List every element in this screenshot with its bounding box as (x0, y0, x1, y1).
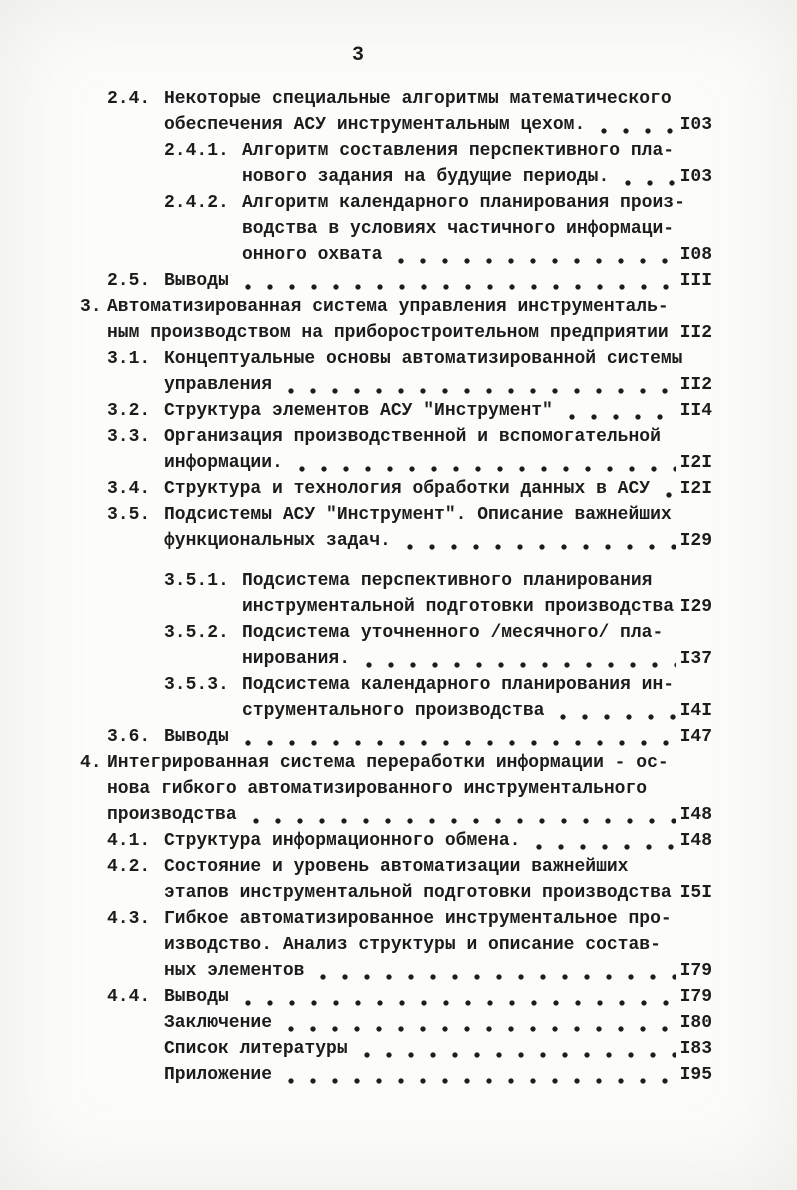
dot-leader (652, 476, 676, 502)
toc-entry-text: Автоматизированная система управления инструменталь- (107, 297, 669, 317)
toc-entry-text: производства (107, 805, 237, 825)
toc-line (0, 958, 712, 984)
toc-page-number: I2I (679, 479, 712, 499)
toc-line (0, 1010, 712, 1036)
toc-entry-text: Гибкое автоматизированное инструментальное про- (164, 909, 672, 929)
toc-page-number: I83 (679, 1039, 712, 1059)
toc-entry-text: Подсистема уточненного /месячного/ пла- (242, 623, 664, 643)
toc-entry-text: Подсистемы АСУ "Инструмент". Описание важнейших (164, 505, 672, 525)
toc-page-number: I79 (679, 961, 712, 981)
toc-line (0, 190, 712, 216)
dot-leader (671, 320, 676, 346)
toc-entry-text: Структура информационного обмена. (164, 831, 521, 851)
toc-section-number: 3.5.3. (164, 675, 229, 695)
toc-section-number: 2.4.2. (164, 193, 229, 213)
toc-line (0, 1062, 712, 1088)
dot-leader (546, 698, 676, 724)
toc-line (0, 502, 712, 528)
toc-line (0, 528, 712, 554)
toc-page-number: I79 (679, 987, 712, 1007)
dot-leader (393, 528, 676, 554)
toc-entry-text: Подсистема календарного планирования ин- (242, 675, 675, 695)
toc-page-number: I47 (679, 727, 712, 747)
toc-entry-text: струментального производства (242, 701, 545, 721)
toc-page-number: I03 (679, 167, 712, 187)
dot-leader (231, 984, 676, 1010)
toc-section-number: 2.4. (107, 89, 151, 109)
dot-leader (274, 1062, 676, 1088)
dot-leader (239, 802, 676, 828)
toc-page-number: II2 (679, 375, 712, 395)
toc-line (0, 268, 712, 294)
toc-line (0, 906, 712, 932)
toc-line (0, 646, 712, 672)
toc-entry-text: Организация производственной и вспомогательной (164, 427, 661, 447)
toc-entry-text: Алгоритм составления перспективного пла- (242, 141, 675, 161)
toc-line (0, 620, 712, 646)
dot-leader (352, 646, 676, 672)
toc-section-number: 3.4. (107, 479, 151, 499)
toc-page-number: I48 (679, 831, 712, 851)
toc-line (0, 112, 712, 138)
toc-line (0, 672, 712, 698)
dot-leader (522, 828, 676, 854)
toc-line (0, 424, 712, 450)
dot-leader (350, 1036, 676, 1062)
toc-entry-text: этапов инструментальной подготовки производства (164, 883, 672, 903)
toc-entry-text: Выводы (164, 727, 229, 747)
toc-entry-text: Структура и технология обработки данных в АСУ (164, 479, 651, 499)
toc-entry-text: Выводы (164, 987, 229, 1007)
toc-entry-text: нирования. (242, 649, 351, 669)
toc-entry-text: Подсистема перспективного планирования (242, 571, 653, 591)
toc-entry-text: Интегрированная система переработки информации - ос- (107, 753, 669, 773)
toc-entry-text: онного охвата (242, 245, 383, 265)
dot-leader (231, 268, 676, 294)
toc-line (0, 138, 712, 164)
dot-leader (587, 112, 676, 138)
dot-leader (285, 450, 676, 476)
toc-section-number: 4.4. (107, 987, 151, 1007)
toc-line (0, 568, 712, 594)
toc-line (0, 86, 712, 112)
toc-entry-text: Приложение (164, 1065, 273, 1085)
toc-line (0, 802, 712, 828)
toc-entry-text: информации. (164, 453, 283, 473)
toc-line (0, 164, 712, 190)
toc-line (0, 346, 712, 372)
dot-leader (555, 398, 676, 424)
toc-page-number: I48 (679, 805, 712, 825)
toc-entry-text: Структура элементов АСУ "Инструмент" (164, 401, 553, 421)
dot-leader (274, 372, 676, 398)
toc-section-number: 3.6. (107, 727, 151, 747)
toc-line (0, 320, 712, 346)
toc-line (0, 880, 712, 906)
toc-line (0, 698, 712, 724)
toc-section-number: 3.2. (107, 401, 151, 421)
toc-line (0, 932, 712, 958)
toc-entry-text: водства в условиях частичного информаци- (242, 219, 675, 239)
toc-page-number: I03 (679, 115, 712, 135)
dot-leader (274, 1010, 676, 1036)
toc-page-number: I29 (679, 597, 713, 617)
toc-entry-text: Концептуальные основы автоматизированной системы (164, 349, 683, 369)
dot-leader (306, 958, 676, 984)
table-of-contents (0, 86, 712, 1088)
toc-line (0, 476, 712, 502)
toc-line (0, 828, 712, 854)
toc-line (0, 450, 712, 476)
toc-section-number: 4.1. (107, 831, 151, 851)
toc-page-number: I80 (679, 1013, 712, 1033)
toc-entry-text: инструментальной подготовки производства (242, 597, 675, 617)
toc-page-number: I37 (679, 649, 712, 669)
toc-line (0, 1036, 712, 1062)
toc-page-number: II2 (679, 323, 712, 343)
toc-section-number: 4.3. (107, 909, 151, 929)
toc-section-number: 3.5.2. (164, 623, 229, 643)
toc-page-number: III (679, 271, 712, 291)
toc-line (0, 750, 712, 776)
toc-section-number: 4.2. (107, 857, 151, 877)
toc-entry-text: Список литературы (164, 1039, 348, 1059)
toc-page-number: I5I (679, 883, 712, 903)
toc-section-number: 4. (80, 753, 102, 773)
toc-entry-text: управления (164, 375, 273, 395)
toc-line (0, 854, 712, 880)
toc-entry-text: обеспечения АСУ инструментальным цехом. (164, 115, 586, 135)
toc-line (0, 242, 712, 268)
dot-leader (674, 880, 676, 906)
toc-entry-text: Некоторые специальные алгоритмы математического (164, 89, 672, 109)
page-number: 3 (351, 44, 364, 67)
toc-section-number: 2.4.1. (164, 141, 229, 161)
toc-entry-text: ным производством на приборостроительном предприятии (107, 323, 669, 343)
toc-entry-text: Состояние и уровень автоматизации важнейших (164, 857, 629, 877)
toc-entry-text: ных элементов (164, 961, 305, 981)
toc-entry-text: нового задания на будущие периоды. (242, 167, 610, 187)
toc-page-number: I95 (679, 1065, 712, 1085)
toc-section-number: 3. (80, 297, 102, 317)
toc-entry-text: нова гибкого автоматизированного инструментального (107, 779, 648, 799)
dot-leader (231, 724, 676, 750)
toc-entry-text: Заключение (164, 1013, 273, 1033)
toc-section-number: 3.3. (107, 427, 151, 447)
dot-leader (384, 242, 676, 268)
toc-entry-text: Алгоритм календарного планирования произ- (242, 193, 685, 213)
toc-entry-text: функциональных задач. (164, 531, 391, 551)
toc-section-number: 2.5. (107, 271, 151, 291)
toc-line (0, 984, 712, 1010)
toc-line (0, 724, 712, 750)
toc-section-number: 3.5. (107, 505, 151, 525)
toc-entry-text: Выводы (164, 271, 229, 291)
toc-line (0, 294, 712, 320)
toc-line (0, 216, 712, 242)
toc-entry-text: изводство. Анализ структуры и описание состав- (164, 935, 661, 955)
toc-line (0, 372, 712, 398)
toc-section-number: 3.1. (107, 349, 151, 369)
dot-leader (611, 164, 676, 190)
toc-section-number: 3.5.1. (164, 571, 229, 591)
toc-page-number: I4I (679, 701, 712, 721)
toc-line (0, 776, 712, 802)
toc-page-number: II4 (679, 401, 712, 421)
toc-line (0, 398, 712, 424)
toc-page-number: I08 (679, 245, 712, 265)
toc-page-number: I2I (679, 453, 712, 473)
toc-page-number: I29 (679, 531, 712, 551)
toc-line (0, 594, 712, 620)
